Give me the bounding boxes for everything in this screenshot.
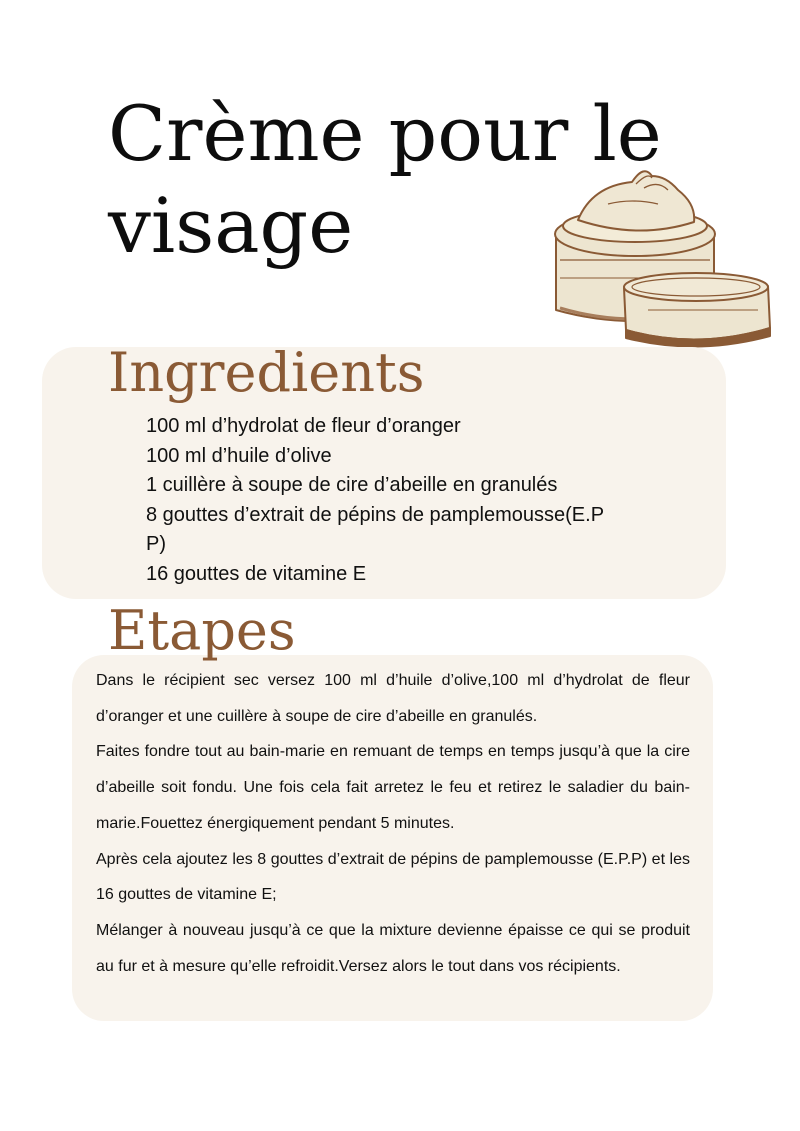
steps-text bbox=[96, 663, 690, 984]
step-paragraph: Faites fondre tout au bain-marie en remuant de temps en temps jusqu’à que la cire d’abeille soit fondu. Une fois cela fait arretez le feu et retirez le saladier du bain-marie.Fouettez énergiquement pendant 5 minutes. bbox=[96, 743, 690, 832]
ingredient-item: 8 gouttes d’extrait de pépins de pamplemousse(E.P P) bbox=[146, 503, 604, 555]
ingredients-list bbox=[146, 412, 626, 589]
ingredient-item: 100 ml d’huile d’olive bbox=[146, 444, 332, 467]
step-paragraph: Mélanger à nouveau jusqu’à ce que la mixture devienne épaisse ce qui se produit au fur et à mesure qu’elle refroidit.Versez alors le tout dans vos récipients. bbox=[96, 921, 690, 975]
ingredient-item: 16 gouttes de vitamine E bbox=[146, 562, 367, 585]
steps-heading: Etapes bbox=[108, 599, 296, 662]
cream-jar-illustration bbox=[548, 160, 774, 352]
ingredient-item: 100 ml d’hydrolat de fleur d’oranger bbox=[146, 415, 461, 437]
ingredient-item: 1 cuillère à soupe de cire d’abeille en granulés bbox=[146, 474, 558, 496]
ingredients-heading: Ingredients bbox=[108, 341, 425, 404]
step-paragraph: Dans le récipient sec versez 100 ml d’huile d’olive,100 ml d’hydrolat de fleur d’oranger et une cuillère à soupe de cire d’abeille en granulés. bbox=[96, 672, 690, 725]
page-title: Crème pour le visage bbox=[108, 89, 662, 270]
step-paragraph: Après cela ajoutez les 8 gouttes d’extrait de pépins de pamplemousse (E.P.P) et les 16 gouttes de vitamine E; bbox=[96, 850, 690, 904]
